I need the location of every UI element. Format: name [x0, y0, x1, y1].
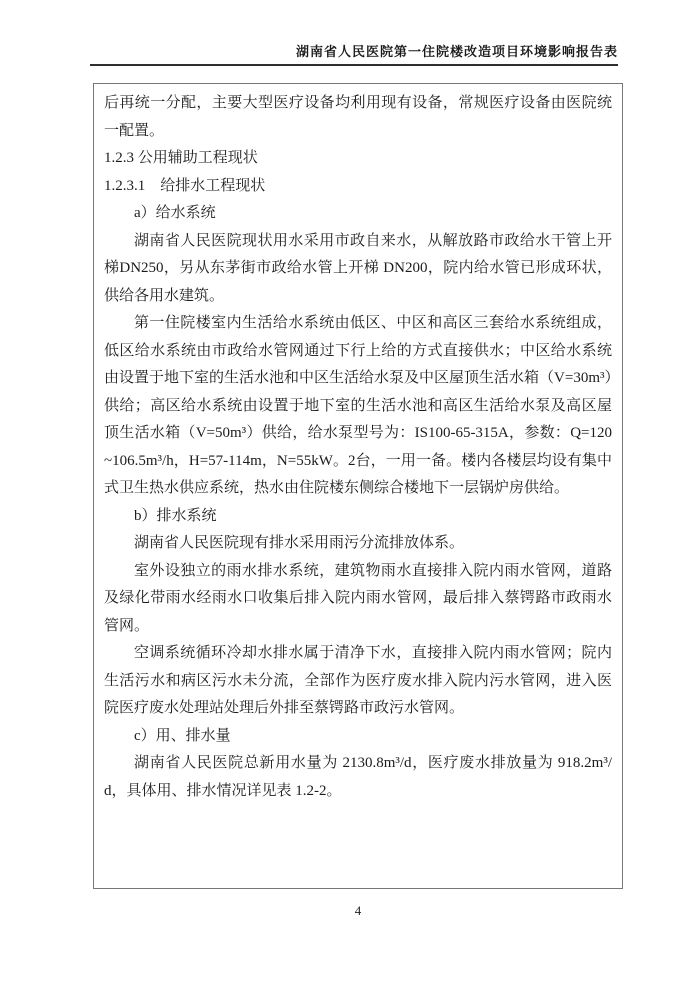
paragraph: 1.2.3.1 给排水工程现状	[104, 177, 266, 194]
paragraph: 1.2.3 公用辅助工程现状	[104, 150, 258, 166]
paragraph: 湖南省人民医院现有排水采用雨污分流排放体系。	[134, 535, 465, 551]
paragraph: c）用、排水量	[134, 727, 231, 744]
report-header-title: 湖南省人民医院第一住院楼改造项目环境影响报告表	[295, 44, 618, 59]
header-rule	[90, 64, 618, 66]
paragraph: 室外设独立的雨水排水系统，建筑物雨水直接排入院内雨水管网，道路及绿化带雨水经雨水口收集后排入院内雨水管网，最后排入蔡锷路市政雨水管网。	[104, 562, 612, 634]
page-number: 4	[354, 903, 362, 918]
paragraph: 空调系统循环冷却水排水属于清净下水，直接排入院内雨水管网；院内生活污水和病区污水未分流，全部作为医疗废水排入院内污水管网，进入医院医疗废水处理站处理后外排至蔡锷路市政污水管网。	[104, 645, 612, 716]
paragraph: 湖南省人民医院总新用水量为 2130.8m³/d，医疗废水排放量为 918.2m³/d，具体用、排水情况详见表 1.2-2。	[104, 755, 612, 799]
paragraph: 第一住院楼室内生活给水系统由低区、中区和高区三套给水系统组成，低区给水系统由市政给水管网通过下行上给的方式直接供水；中区给水系统由设置于地下室的生活水池和中区生活给水泵及中区屋顶生活水箱（V=30m³）供给；高区给水系统由设置于地下室的生活水池和高区生活给水泵及高区屋顶生活水箱（V=50m³）供给，给水泵型号为：IS100-65-315A，参数：Q=120~106.5m³/h，H=57-114m，N=55kW。2台，一用一备。楼内各楼层均设有集中式卫生热水供应系统，热水由住院楼东侧综合楼地下一层锅炉房供给。	[104, 315, 612, 496]
paragraph: 湖南省人民医院现状用水采用市政自来水，从解放路市政给水干管上开梯DN250，另从东茅街市政给水管上开梯 DN200，院内给水管已形成环状，供给各用水建筑。	[104, 232, 612, 304]
document-body	[104, 90, 612, 805]
paragraph: b）排水系统	[134, 507, 217, 524]
paragraph: a）给水系统	[134, 205, 216, 221]
paragraph: 后再统一分配，主要大型医疗设备均利用现有设备，常规医疗设备由医院统一配置。	[104, 95, 612, 139]
report-content-box	[93, 83, 623, 889]
